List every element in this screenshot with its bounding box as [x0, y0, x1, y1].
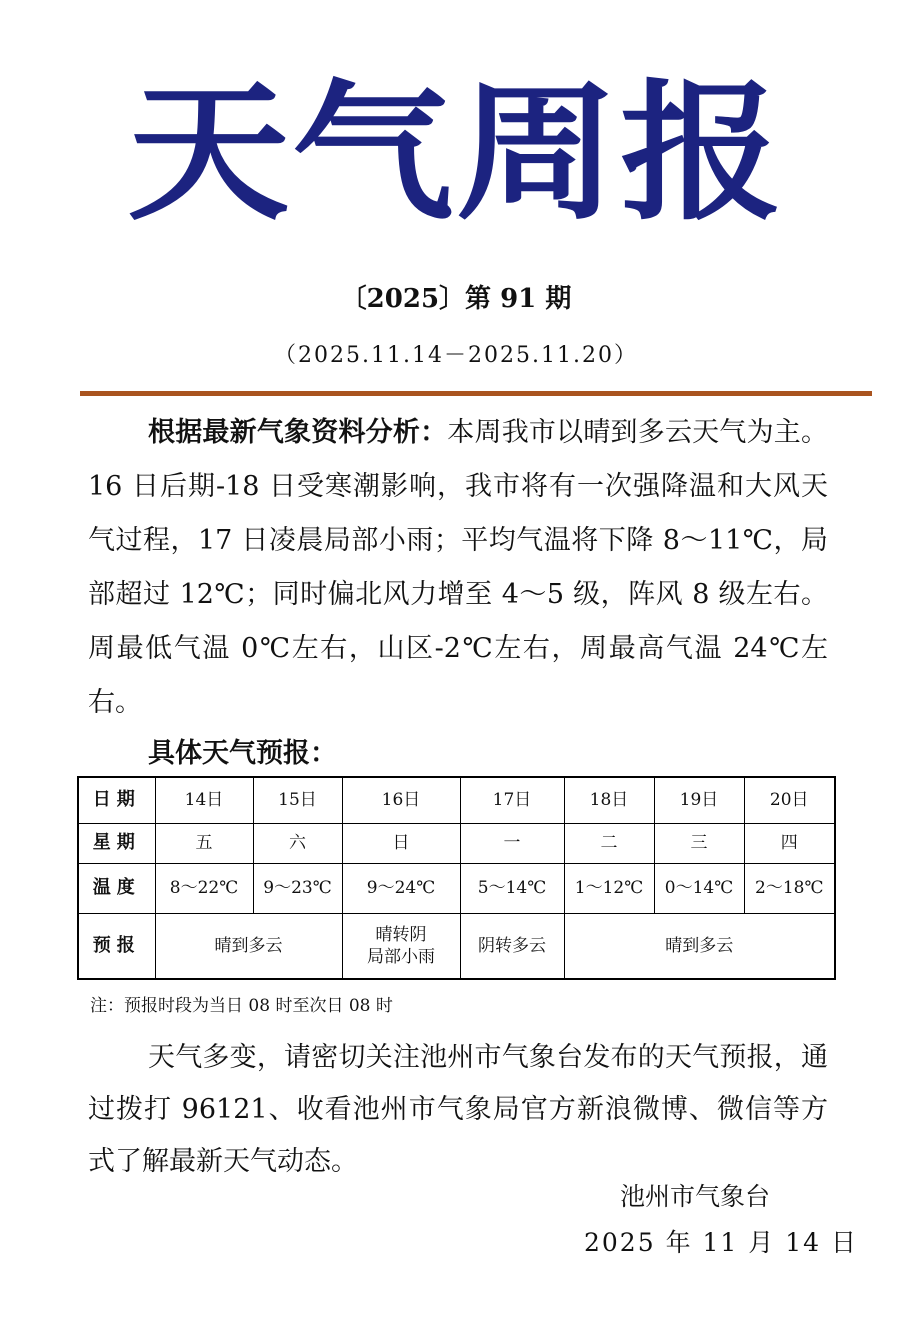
- row-label-forecast: 预报: [78, 913, 155, 979]
- forecast-cell-line: 晴转阴: [375, 924, 427, 945]
- weekday-cell: 二: [564, 823, 654, 863]
- analysis-paragraph: [88, 406, 828, 730]
- date-cell: 17日: [460, 777, 564, 823]
- temp-cell: 8～22℃: [155, 863, 253, 913]
- date-range: （2025.11.14－2025.11.20）: [274, 343, 638, 368]
- temp-cell: 1～12℃: [564, 863, 654, 913]
- masthead-title: 天气周报: [127, 65, 785, 241]
- table-row-weekdays: [78, 823, 835, 863]
- weekday-cell: 三: [654, 823, 744, 863]
- table-row-dates: [78, 777, 835, 823]
- closing-paragraph: 天气多变，请密切关注池州市气象台发布的天气预报，通过拨打 96121、收看池州市气象局官方新浪微博、微信等方式了解最新天气动态。: [88, 1042, 828, 1177]
- table-row-forecast: [78, 913, 835, 979]
- weekday-cell: 五: [155, 823, 253, 863]
- forecast-cell: [342, 913, 460, 979]
- row-label-temp: 温度: [78, 863, 155, 913]
- forecast-table: [77, 776, 836, 980]
- forecast-cell-line: 局部小雨: [367, 946, 435, 967]
- table-note: 注：预报时段为当日 08 时至次日 08 时: [90, 996, 393, 1016]
- forecast-cell: 阴转多云: [460, 913, 564, 979]
- date-cell: 18日: [564, 777, 654, 823]
- weekday-cell: 一: [460, 823, 564, 863]
- divider-rule: [80, 391, 872, 396]
- weekday-cell: 六: [253, 823, 342, 863]
- date-cell: 19日: [654, 777, 744, 823]
- row-label-date: 日期: [78, 777, 155, 823]
- forecast-cell: 晴到多云: [155, 913, 342, 979]
- temp-cell: 5～14℃: [460, 863, 564, 913]
- weekday-cell: 日: [342, 823, 460, 863]
- row-label-weekday: 星期: [78, 823, 155, 863]
- weekday-cell: 四: [744, 823, 835, 863]
- date-cell: 20日: [744, 777, 835, 823]
- forecast-cell: 晴到多云: [564, 913, 835, 979]
- date-cell: 14日: [155, 777, 253, 823]
- temp-cell: 0～14℃: [654, 863, 744, 913]
- analysis-body: 本周我市以晴到多云天气为主。16 日后期-18 日受寒潮影响，我市将有一次强降温和大风天气过程，17 日凌晨局部小雨；平均气温将下降 8～11℃，局部超过 12℃；同时偏北风力增至 4～5 级，阵风 8 级左右。周最低气温 0℃左右，山区-2℃左右，周最高气温 24℃左右。: [88, 417, 829, 718]
- signature-org: 池州市气象台: [620, 1182, 771, 1211]
- forecast-heading: 具体天气预报：: [148, 738, 337, 769]
- temp-cell: 2～18℃: [744, 863, 835, 913]
- signature-date: 2025 年 11 月 14 日: [584, 1228, 858, 1257]
- temp-cell: 9～24℃: [342, 863, 460, 913]
- temp-cell: 9～23℃: [253, 863, 342, 913]
- date-cell: 15日: [253, 777, 342, 823]
- issue-number: 〔2025〕第 91 期: [340, 284, 572, 314]
- analysis-lead: 根据最新气象资料分析：: [148, 417, 448, 448]
- table-row-temps: [78, 863, 835, 913]
- date-cell: 16日: [342, 777, 460, 823]
